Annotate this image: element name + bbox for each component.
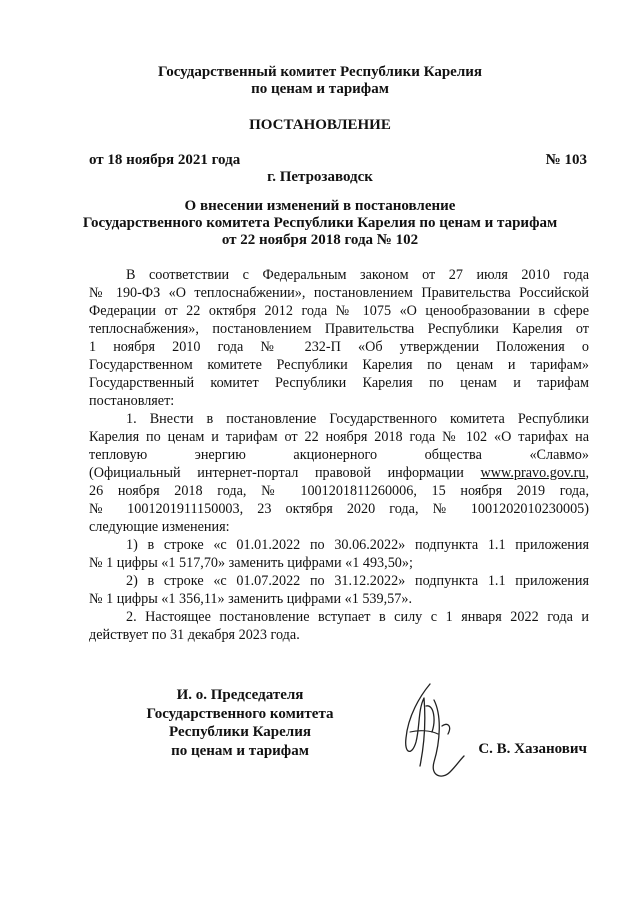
text-line: № 1 цифры «1 356,11» заменить цифрами «1 539,57».	[89, 591, 412, 607]
pravo-gov-link[interactable]: www.pravo.gov.ru	[480, 465, 586, 481]
position-line-1: И. о. Председателя	[176, 687, 304, 703]
document-number: № 103	[545, 152, 587, 168]
text-line: следующие изменения:	[89, 519, 230, 535]
portal-prefix: (Официальный интернет-портал правовой информации	[89, 465, 481, 481]
position-line-4: по ценам и тарифам	[171, 742, 309, 759]
text-line: Карелия по ценам и тарифам от 22 ноября 2018 года № 102 «О тарифах на	[89, 429, 589, 445]
text-line: 1 ноября 2010 года № 232-П «Об утверждении Положения о	[89, 339, 589, 355]
text-line: № 1001201911150003, 23 октября 2020 года, № 1001202010230005)	[89, 501, 589, 517]
position-line-3: Республики Карелия	[169, 724, 311, 740]
signer-position	[140, 686, 340, 760]
subject-line-3: от 22 ноября 2018 года № 102	[221, 232, 419, 248]
text-line: В соответствии с Федеральным законом от 27 июля 2010 года	[126, 267, 589, 283]
position-line-2: Государственного комитета	[146, 705, 334, 722]
subject-line-2: Государственного комитета Республики Карелия по ценам и тарифам	[82, 215, 558, 231]
text-line: 26 ноября 2018 года, № 1001201811260006, 15 ноября 2019 года,	[89, 483, 589, 499]
document-body	[89, 266, 589, 644]
text-line: 2) в строке «с 01.07.2022 по 31.12.2022» подпункта 1.1 приложения	[126, 573, 589, 589]
text-line: № 1 цифры «1 517,70» заменить цифрами «1 493,50»;	[89, 555, 413, 571]
document-date: от 18 ноября 2021 года	[89, 152, 241, 168]
document-subject	[0, 198, 640, 249]
portal-suffix: ,	[585, 465, 589, 481]
text-line: Государственный комитет Республики Карелия по ценам и тарифам	[89, 375, 589, 391]
text-line: Государственном комитете Республики Карелия по ценам и тарифам»	[89, 357, 589, 373]
paragraph-item-1	[89, 410, 589, 536]
organization-name	[0, 64, 640, 98]
signer-name: С. В. Хазанович	[478, 741, 587, 757]
org-line-2: по ценам и тарифам	[251, 81, 389, 97]
org-line-1: Государственный комитет Республики Карелия	[158, 64, 482, 80]
paragraph-item-2	[89, 608, 589, 644]
text-line: 1. Внести в постановление Государственного комитета Республики	[126, 411, 589, 427]
text-line: 2. Настоящее постановление вступает в силу с 1 января 2022 года и	[126, 609, 589, 625]
text-line: действует по 31 декабря 2023 года.	[89, 627, 300, 643]
document-city: г. Петрозаводск	[267, 169, 373, 185]
handwritten-signature-icon	[390, 676, 480, 796]
paragraph-subitem-2	[89, 572, 589, 608]
subject-line-1: О внесении изменений в постановление	[184, 198, 456, 214]
document-title: ПОСТАНОВЛЕНИЕ	[249, 117, 391, 133]
text-line: тепловую энергию акционерного общества «Славмо»	[89, 447, 589, 463]
paragraph-subitem-1	[89, 536, 589, 572]
text-line: постановляет:	[89, 393, 175, 409]
text-line: 1) в строке «с 01.01.2022 по 30.06.2022» подпункта 1.1 приложения	[126, 537, 589, 553]
text-line: № 190-ФЗ «О теплоснабжении», постановлением Правительства Российской	[89, 285, 589, 301]
paragraph-preamble	[89, 266, 589, 410]
text-line: Федерации от 22 октября 2012 года № 1075 «О ценообразовании в сфере	[89, 303, 589, 319]
portal-line	[89, 464, 589, 482]
text-line: теплоснабжения», постановлением Правительства Республики Карелия от	[89, 321, 589, 337]
